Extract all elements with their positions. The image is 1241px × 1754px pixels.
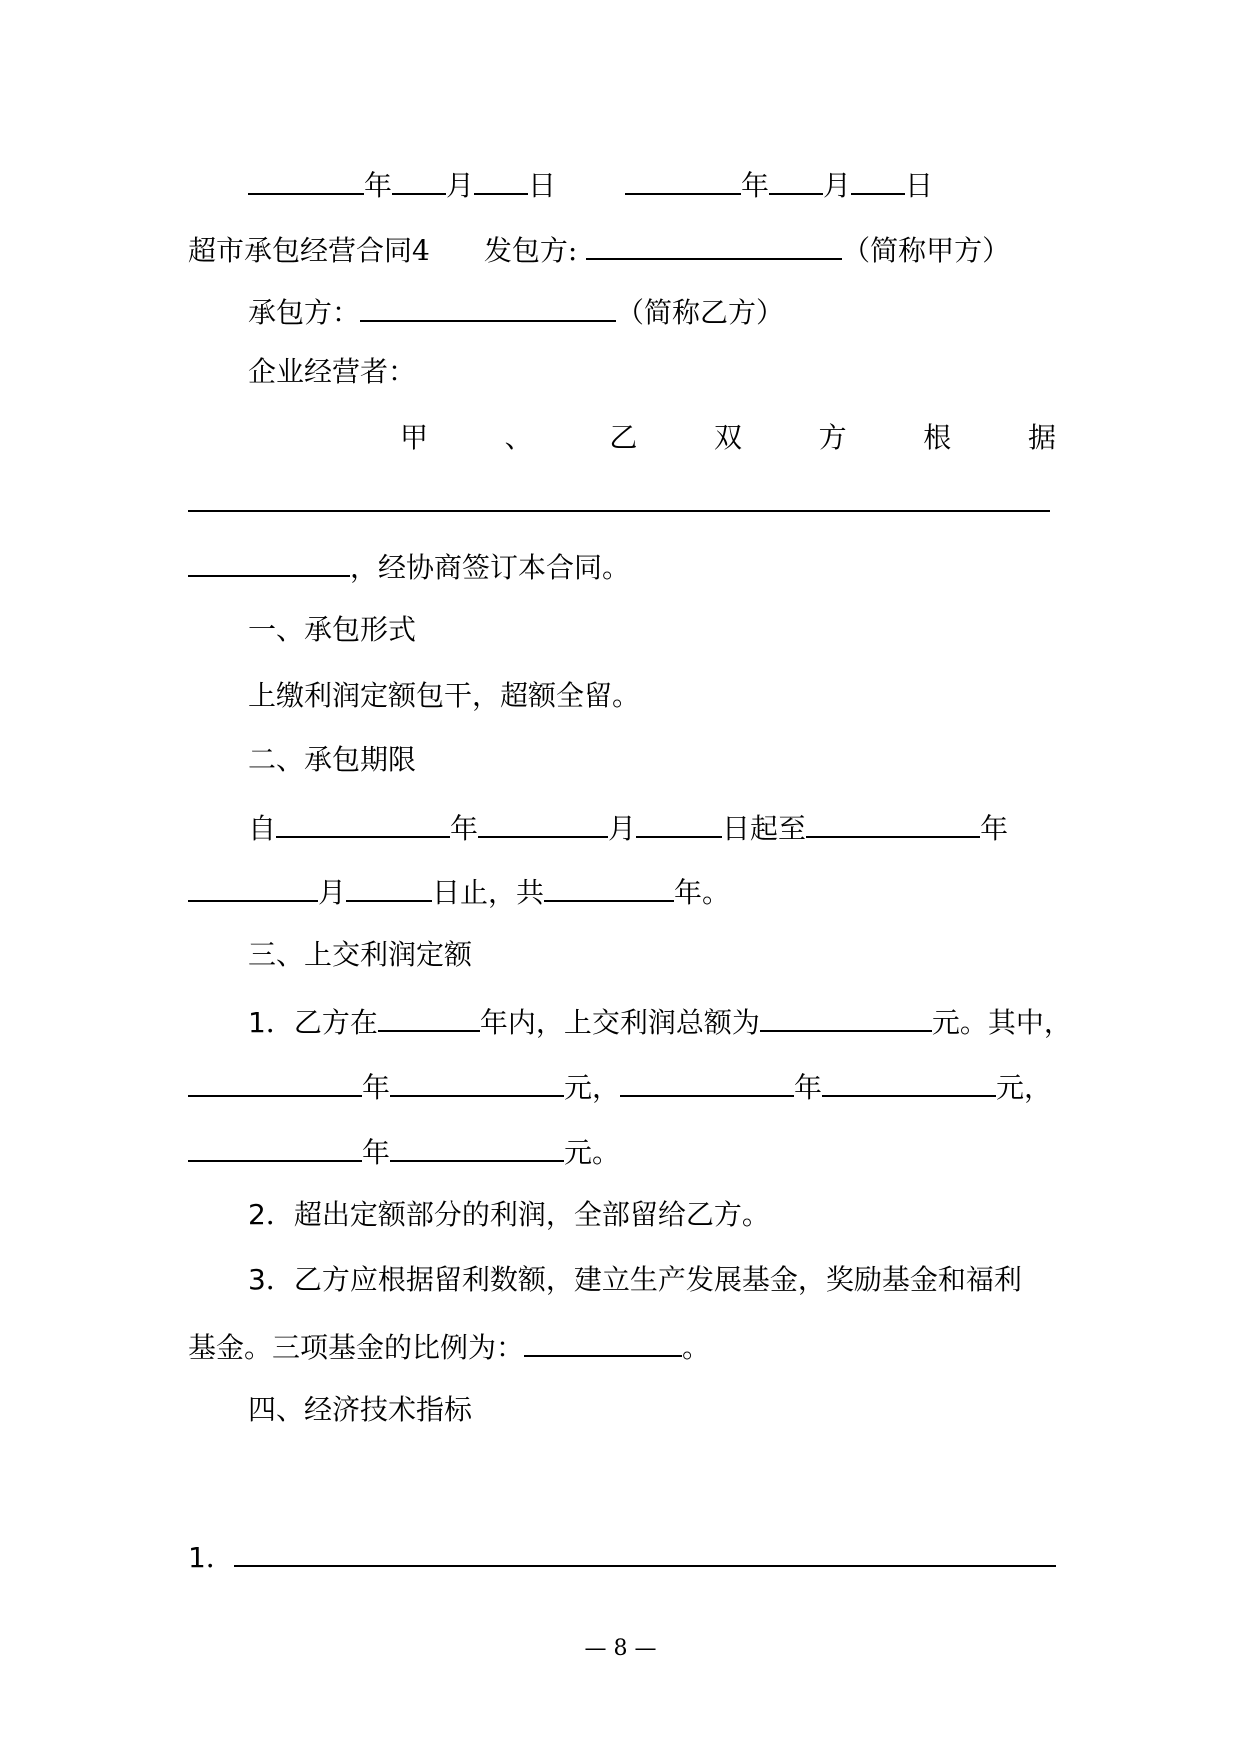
basis-blank-2[interactable] — [188, 545, 350, 577]
fund-ratio-blank[interactable] — [524, 1325, 682, 1357]
total-profit-blank[interactable] — [760, 1000, 932, 1032]
basis-blank[interactable] — [188, 480, 1050, 512]
year-blank-2[interactable] — [625, 163, 741, 195]
month-blank[interactable] — [392, 163, 446, 195]
start-year-blank[interactable] — [276, 806, 450, 838]
amount-blank-a[interactable] — [390, 1065, 564, 1097]
operator-line: 企业经营者： — [248, 355, 417, 388]
month-blank-2[interactable] — [769, 163, 823, 195]
page-number: — 8 — — [584, 1636, 657, 1661]
year-blank[interactable] — [248, 163, 364, 195]
year-blank-b[interactable] — [620, 1065, 794, 1097]
item-3-2: 2．超出定额部分的利润，全部留给乙方。 — [248, 1198, 770, 1231]
section-4-heading: 四、经济技术指标 — [248, 1393, 473, 1426]
year-blank-c[interactable] — [188, 1130, 362, 1162]
end-day-blank[interactable] — [346, 870, 432, 902]
period-line-2: 月 日止，共 年。 — [188, 870, 1056, 910]
day-blank[interactable] — [474, 163, 528, 195]
section-2-heading: 二、承包期限 — [248, 743, 417, 776]
day-blank-2[interactable] — [851, 163, 905, 195]
end-month-blank[interactable] — [188, 870, 318, 902]
end-year-blank[interactable] — [806, 806, 980, 838]
section-3-heading: 三、上交利润定额 — [248, 938, 473, 971]
item-4-1: 1． — [188, 1535, 1056, 1575]
title-line: 超市承包经营合同4 发包方: （简称甲方） — [188, 228, 1056, 268]
section-1-heading: 一、承包形式 — [248, 613, 417, 646]
basis-end-line: ，经协商签订本合同。 — [188, 545, 1056, 585]
years-blank[interactable] — [378, 1000, 480, 1032]
amount-blank-c[interactable] — [390, 1130, 564, 1162]
year-blank-a[interactable] — [188, 1065, 362, 1097]
party-a-label: 发包方: — [483, 234, 578, 267]
start-month-blank[interactable] — [478, 806, 608, 838]
party-b-field[interactable] — [360, 290, 616, 322]
item-3-1: 1．乙方在 年内，上交利润总额为 元。其中， — [248, 1000, 1056, 1040]
total-years-blank[interactable] — [544, 870, 674, 902]
amount-blank-b[interactable] — [822, 1065, 996, 1097]
party-b-line: 承包方： （简称乙方） — [248, 290, 1056, 330]
party-a-field[interactable] — [586, 228, 842, 260]
item-3-1-line-3: 年 元。 — [188, 1130, 1056, 1170]
basis-blank-line — [188, 480, 1056, 520]
period-line: 自 年 月 日起至 年 — [248, 806, 1056, 846]
indicator-1-blank[interactable] — [234, 1535, 1056, 1567]
item-3-1-line-2: 年 元， 年 元， — [188, 1065, 1056, 1105]
item-3-3: 3．乙方应根据留利数额，建立生产发展基金，奖励基金和福利 — [248, 1263, 1022, 1296]
item-3-3-line-2: 基金。三项基金的比例为： 。 — [188, 1325, 1056, 1365]
start-day-blank[interactable] — [636, 806, 722, 838]
section-1-text: 上缴利润定额包干，超额全留。 — [248, 679, 641, 712]
basis-line: 甲 、 乙 双 方 根 据 — [400, 421, 1056, 454]
document-title: 超市承包经营合同4 — [188, 234, 430, 267]
date-line: 年 月 日 年 月 日 — [248, 163, 1056, 203]
